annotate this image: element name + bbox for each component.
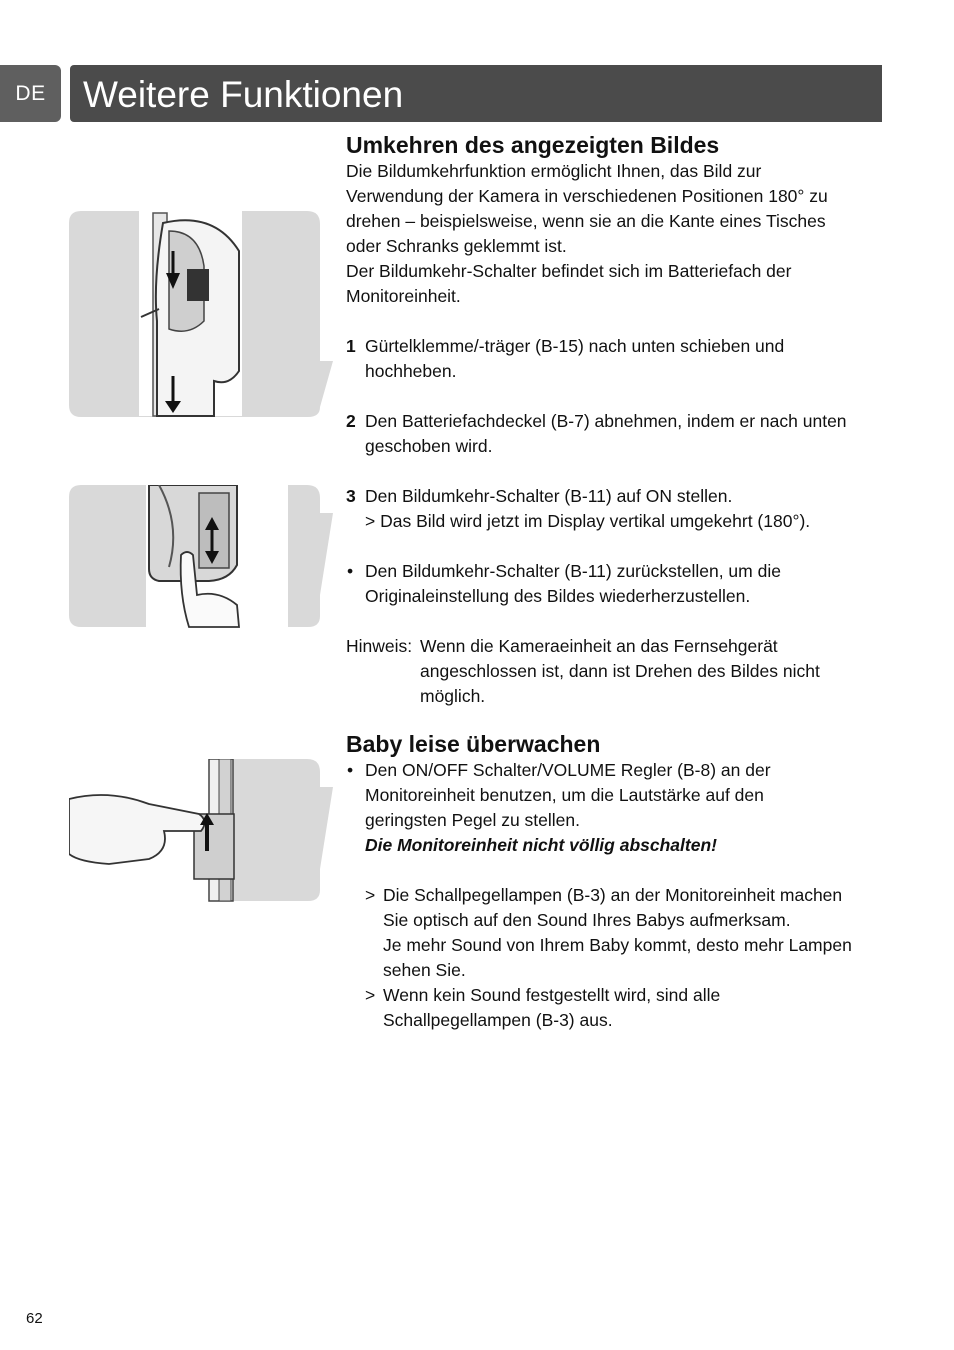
bullet-marker: • (347, 760, 354, 780)
belt-clip-illustration (69, 211, 335, 418)
bullet-text: geringsten Pegel zu stellen. (365, 810, 580, 830)
result-text: Wenn kein Sound festgestellt wird, sind alle (383, 985, 721, 1005)
result-text: Die Schallpegellampen (B-3) an der Monitoreinheit machen (383, 885, 843, 905)
result-text: Schallpegellampen (B-3) aus. (383, 1010, 613, 1030)
note-text: Wenn die Kameraeinheit an das Fernsehgerät (420, 636, 778, 656)
result-marker: > (365, 885, 376, 905)
note-text: möglich. (420, 686, 486, 706)
reset-bullet (346, 559, 886, 609)
step-number: 1 (346, 336, 356, 356)
section-heading: Baby leise überwachen (346, 731, 601, 757)
step-text: Gürtelklemme/-träger (B-15) nach unten schieben und (365, 336, 785, 356)
step-text: geschoben wird. (365, 436, 493, 456)
intro-line: drehen – beispielsweise, wenn sie an die Kante eines Tisches (346, 211, 826, 231)
bullet-text: Den Bildumkehr-Schalter (B-11) zurückstellen, um die (365, 561, 781, 581)
section-silent-monitoring (346, 730, 886, 1033)
step-number: 2 (346, 411, 356, 431)
bullet-marker: • (347, 561, 354, 581)
step-2 (346, 409, 886, 459)
section-heading: Umkehren des angezeigten Bildes (346, 132, 720, 158)
note (346, 634, 886, 709)
result-text: sehen Sie. (383, 960, 466, 980)
bullet-text: Den ON/OFF Schalter/VOLUME Regler (B-8) an der (365, 760, 771, 780)
result-2 (346, 983, 886, 1033)
title-bar (70, 65, 882, 122)
intro-line: oder Schranks geklemmt ist. (346, 236, 567, 256)
note-label: Hinweis: (346, 636, 413, 656)
note-text: angeschlossen ist, dann ist Drehen des Bildes nicht (420, 661, 820, 681)
page-title: Weitere Funktionen (83, 74, 404, 115)
step-result: > Das Bild wird jetzt im Display vertikal umgekehrt (180°). (365, 511, 811, 531)
intro-line: Der Bildumkehr-Schalter befindet sich im Batteriefach der (346, 261, 792, 281)
step-1 (346, 334, 886, 384)
intro-line: Verwendung der Kamera in verschiedenen Positionen 180° zu (346, 186, 828, 206)
warning-text: Die Monitoreinheit nicht völlig abschalten! (365, 835, 717, 855)
result-text: Sie optisch auf den Sound Ihres Babys aufmerksam. (383, 910, 791, 930)
section-image-flip (346, 131, 886, 709)
step-number: 3 (346, 486, 356, 506)
step-text: Den Bildumkehr-Schalter (B-11) auf ON stellen. (365, 486, 733, 506)
language-tab: DE (0, 65, 61, 122)
step-3 (346, 484, 886, 534)
result-text: Je mehr Sound von Ihrem Baby kommt, desto mehr Lampen (383, 935, 852, 955)
flip-switch-illustration (69, 485, 335, 628)
result-marker: > (365, 985, 376, 1005)
bullet-text: Monitoreinheit benutzen, um die Lautstärke auf den (365, 785, 764, 805)
intro-line: Monitoreinheit. (346, 286, 461, 306)
intro-line: Die Bildumkehrfunktion ermöglicht Ihnen, das Bild zur (346, 161, 762, 181)
step-text: Den Batteriefachdeckel (B-7) abnehmen, indem er nach unten (365, 411, 847, 431)
volume-control-illustration (69, 759, 335, 902)
step-text: hochheben. (365, 361, 457, 381)
bullet-text: Originaleinstellung des Bildes wiederherzustellen. (365, 586, 751, 606)
result-1 (346, 883, 886, 983)
page-number: 62 (26, 1310, 43, 1327)
volume-bullet (346, 758, 886, 833)
